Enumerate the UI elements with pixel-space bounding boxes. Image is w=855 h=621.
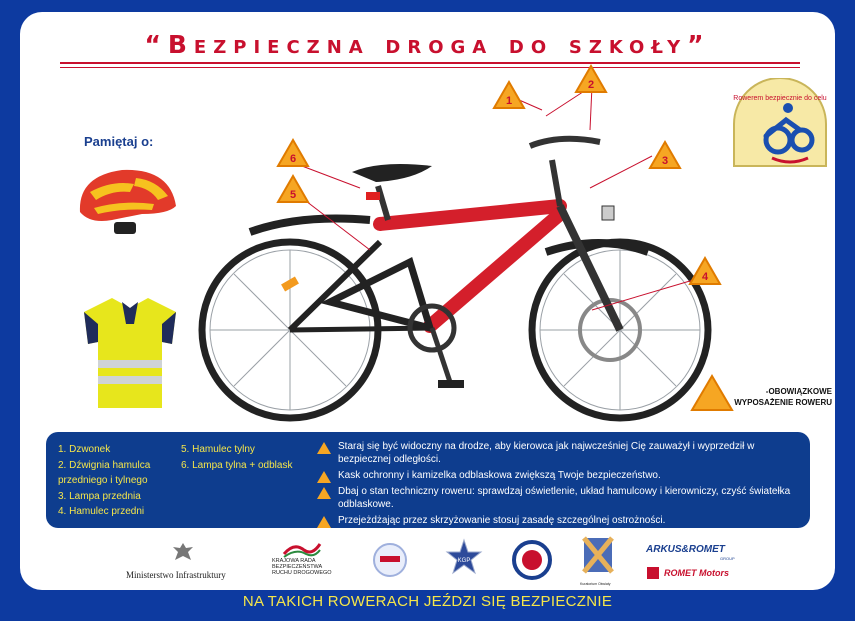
part-item: 6. Lampa tylna + odblask <box>181 459 293 471</box>
safety-tip <box>314 514 804 527</box>
eagle-emblem-icon <box>170 540 196 566</box>
kgp-label: KGP <box>457 558 471 564</box>
romet-motors-logo: ROMET Motors <box>664 568 729 578</box>
partner-logos <box>20 534 835 590</box>
warning-number-4: 4 <box>701 271 709 283</box>
arkus-romet-group-text: GROUP <box>720 556 735 561</box>
part-item: przedniego i tylnego <box>58 475 148 486</box>
warning-number-5: 5 <box>289 189 297 201</box>
part-item: 1. Dzwonek <box>58 444 111 455</box>
safety-tip <box>314 469 804 482</box>
remember-label: Pamiętaj o: <box>84 134 154 149</box>
warning-sign-3 <box>648 140 682 170</box>
parts-list-col1 <box>58 442 176 520</box>
safety-tip <box>314 440 804 466</box>
mandatory-equipment-note: -OBOWIĄZKOWE WYPOSAŻENIE ROWERU <box>734 387 832 407</box>
mandatory-legend-icon <box>690 374 734 412</box>
warning-number-6: 6 <box>289 153 297 165</box>
safety-tip <box>314 485 804 511</box>
poster-card <box>20 12 835 590</box>
warning-sign-1 <box>492 80 526 110</box>
police-star-icon <box>444 538 484 578</box>
part-item: 4. Hamulec przedni <box>58 506 145 517</box>
warning-icon <box>316 515 332 529</box>
krbrd-logo-icon <box>282 540 322 558</box>
parts-list-col2 <box>181 442 311 473</box>
part-item: 3. Lampa przednia <box>58 490 141 502</box>
safety-tips <box>314 440 804 530</box>
krbrd-line4: RUCHU DROGOWEGO <box>272 570 332 576</box>
tip-text: Staraj się być widoczny na drodze, aby kierowca jak najwcześniej Cię zauważył i wyprzedził w bezpiecznej odległości. <box>338 441 755 465</box>
tip-text: Przejeżdżając przez skrzyżowanie stosuj zasadę szczególnej ostrożności. <box>338 515 666 526</box>
poster-title: “Bezpieczna droga do szkoły” <box>144 30 711 59</box>
warning-number-2: 2 <box>587 79 595 91</box>
krbrd-logo-text <box>272 558 342 576</box>
badge-text: Rowerem bezpiecznie do celu <box>733 95 827 102</box>
arkus-romet-logo: ARKUS&ROMET <box>646 544 725 555</box>
warning-sign-4 <box>688 256 722 286</box>
warning-sign-2 <box>574 64 608 94</box>
ministry-logo: Ministerstwo Infrastruktury <box>126 570 226 580</box>
round-partner-logo-icon <box>372 542 408 578</box>
warning-sign-5 <box>276 174 310 204</box>
krbrd-line2: RADA <box>300 558 316 564</box>
kuratorium-logo-icon <box>582 536 614 582</box>
warning-icon <box>316 441 332 455</box>
warning-number-1: 1 <box>505 95 513 107</box>
road-safety-badge-icon <box>512 540 552 580</box>
warning-number-3: 3 <box>661 155 669 167</box>
kuratorium-logo-text: Kuratorium Oświaty <box>580 582 611 586</box>
warning-icon <box>316 470 332 484</box>
part-item: 2. Dźwignia hamulca <box>58 459 151 471</box>
callout-lines <box>20 12 835 432</box>
footer-slogan: NA TAKICH ROWERACH JEŹDZI SIĘ BEZPIECZNIE <box>242 593 613 610</box>
tip-text: Kask ochronny i kamizelka odblaskowa zwiększą Twoje bezpieczeństwo. <box>338 470 661 481</box>
romet-emblem-icon <box>646 566 660 580</box>
warning-sign-6 <box>276 138 310 168</box>
info-panel <box>46 432 810 528</box>
part-item: 5. Hamulec tylny <box>181 444 255 455</box>
krbrd-line1: KRAJOWA <box>272 558 299 564</box>
tip-text: Dbaj o stan techniczny roweru: sprawdzaj oświetlenie, układ hamulcowy i kierowniczy, czyść światełka odblaskowe. <box>338 486 791 510</box>
krbrd-line3: BEZPIECZEŃSTWA <box>272 564 323 570</box>
warning-icon <box>316 486 332 500</box>
